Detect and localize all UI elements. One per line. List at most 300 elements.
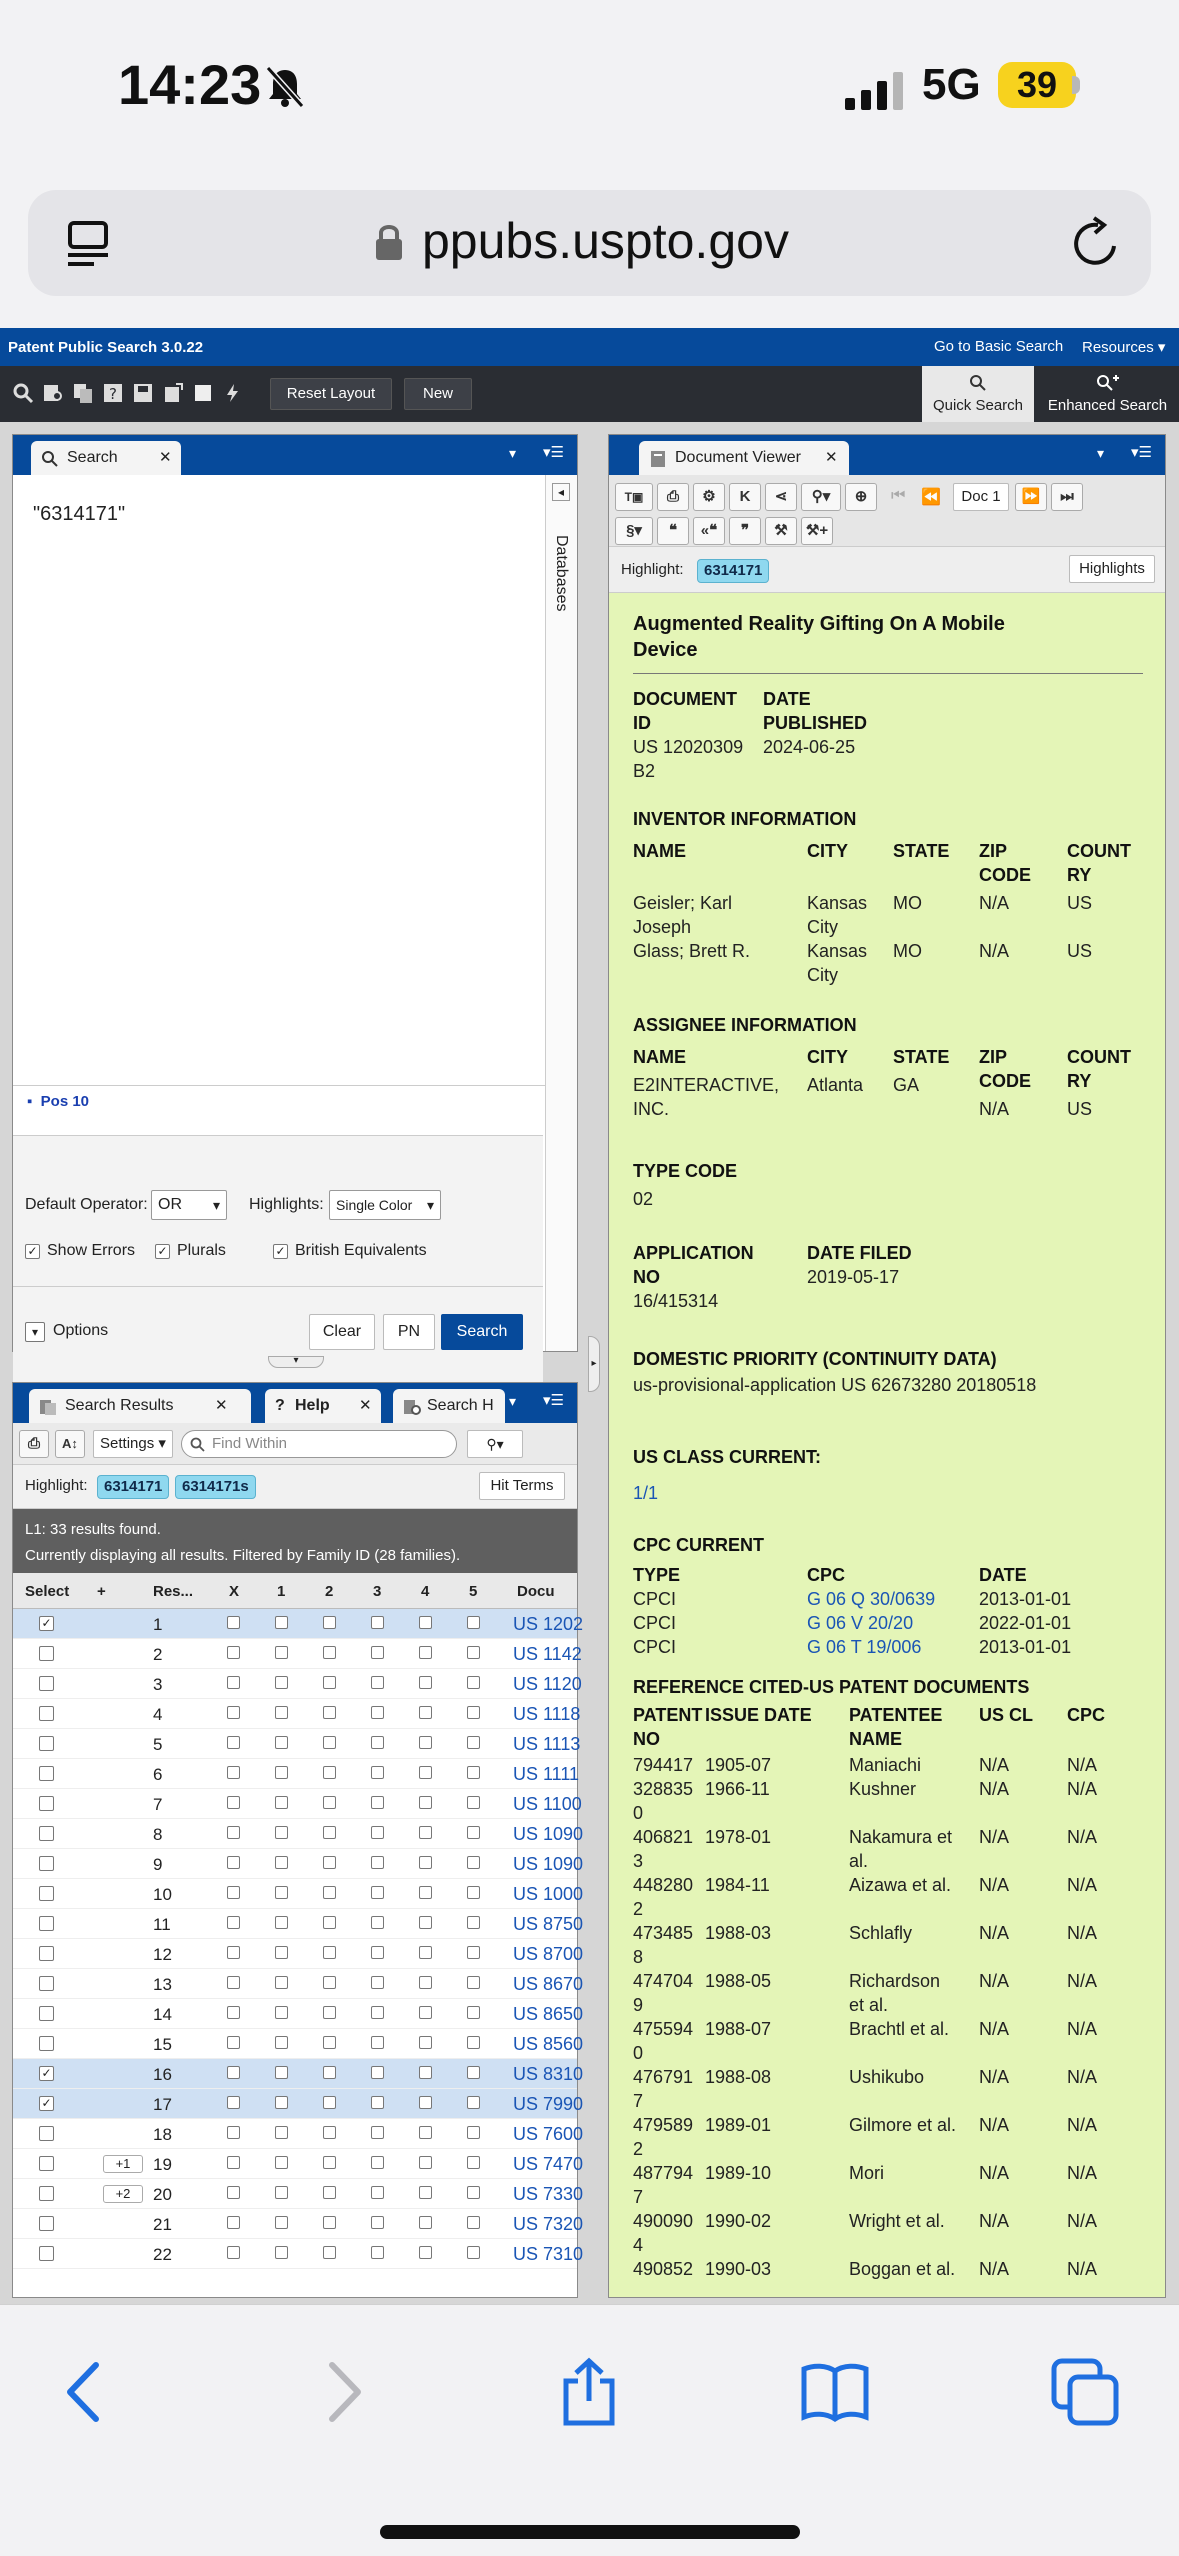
quote-open-icon[interactable]: ❝ [657, 517, 689, 545]
row-flag-checkbox[interactable] [371, 1916, 384, 1929]
row-flag-checkbox[interactable] [323, 1826, 336, 1839]
row-flag-checkbox[interactable] [467, 2096, 480, 2109]
row-select-checkbox[interactable] [39, 2036, 54, 2051]
splitter-handle[interactable]: ▾ [268, 1356, 324, 1368]
document-id-link[interactable]: US 1118 [513, 1704, 581, 1724]
row-flag-checkbox[interactable] [419, 1916, 432, 1929]
row-flag-checkbox[interactable] [227, 2096, 240, 2109]
result-number: 15 [153, 2035, 172, 2054]
row-flag-checkbox[interactable] [227, 2156, 240, 2169]
highlights-select[interactable] [329, 1190, 441, 1220]
row-flag-checkbox[interactable] [323, 1766, 336, 1779]
chevron-down-icon[interactable]: ▾ [509, 1393, 517, 1409]
resources-menu[interactable]: Resources ▾ [1082, 339, 1166, 356]
table-row[interactable] [13, 1789, 582, 1819]
row-select-checkbox[interactable] [39, 2006, 54, 2021]
col-4[interactable]: 4 [421, 1583, 430, 1600]
document-id-link[interactable]: US 8650 [513, 2004, 584, 2024]
row-flag-checkbox[interactable] [467, 2156, 480, 2169]
row-flag-checkbox[interactable] [323, 1616, 336, 1629]
row-flag-checkbox[interactable] [275, 1916, 288, 1929]
col-5[interactable]: 5 [469, 1583, 478, 1600]
row-flag-checkbox[interactable] [275, 2246, 288, 2259]
table-row[interactable] [13, 2239, 584, 2269]
row-flag-checkbox[interactable] [371, 2186, 384, 2199]
row-flag-checkbox[interactable] [227, 1916, 240, 1929]
row-select-checkbox[interactable]: ✓ [39, 1616, 54, 1631]
table-row[interactable] [13, 1939, 584, 1969]
splitter-handle[interactable]: ▸ [588, 1336, 600, 1392]
row-flag-checkbox[interactable] [275, 1646, 288, 1659]
row-flag-checkbox[interactable] [323, 2246, 336, 2259]
row-flag-checkbox[interactable] [371, 1826, 384, 1839]
document-id-link[interactable]: US 7990 [513, 2094, 584, 2114]
kwic-icon[interactable]: K [729, 483, 761, 511]
row-flag-checkbox[interactable] [275, 1676, 288, 1689]
table-row[interactable] [13, 1669, 582, 1699]
table-row[interactable] [13, 2029, 584, 2059]
result-number: 21 [153, 2215, 172, 2234]
row-flag-checkbox[interactable] [227, 2006, 240, 2019]
document-id-link[interactable]: US 7600 [513, 2124, 584, 2144]
find-within-input[interactable] [181, 1430, 457, 1458]
font-size-icon[interactable]: A↕ [55, 1430, 85, 1458]
document-id-link[interactable]: US 7320 [513, 2214, 584, 2234]
document-id-link[interactable]: US 1000 [513, 1884, 584, 1904]
row-flag-checkbox[interactable] [419, 2006, 432, 2019]
options-label[interactable]: Options [53, 1322, 109, 1339]
pn-button[interactable]: PN [383, 1314, 435, 1350]
row-flag-checkbox[interactable] [227, 2036, 240, 2049]
options-toggle-icon[interactable]: ▾ [25, 1322, 45, 1342]
close-icon[interactable]: ✕ [215, 1397, 228, 1414]
row-flag-checkbox[interactable] [323, 2036, 336, 2049]
databases-sidebar[interactable] [545, 475, 577, 1351]
row-flag-checkbox[interactable] [227, 1706, 240, 1719]
print-icon[interactable]: ⎙ [657, 483, 689, 511]
table-row[interactable] [13, 1999, 584, 2029]
row-flag-checkbox[interactable] [323, 2096, 336, 2109]
row-flag-checkbox[interactable] [275, 1616, 288, 1629]
row-select-checkbox[interactable] [39, 2216, 54, 2231]
row-flag-checkbox[interactable] [371, 1676, 384, 1689]
row-flag-checkbox[interactable] [227, 1826, 240, 1839]
row-flag-checkbox[interactable] [419, 2216, 432, 2229]
row-flag-checkbox[interactable] [275, 1766, 288, 1779]
search-options-dropdown[interactable]: ⚲▾ [467, 1430, 523, 1458]
col-2[interactable]: 2 [325, 1583, 334, 1600]
document-id-link[interactable]: US 8310 [513, 2064, 584, 2084]
highlight-term-badge[interactable]: 6314171s [175, 1475, 256, 1499]
row-flag-checkbox[interactable] [275, 1946, 288, 1959]
row-flag-checkbox[interactable] [371, 1796, 384, 1809]
document-id-link[interactable]: US 1090 [513, 1824, 584, 1844]
row-flag-checkbox[interactable] [467, 1886, 480, 1899]
row-select-checkbox[interactable] [39, 1886, 54, 1901]
row-flag-checkbox[interactable] [275, 2216, 288, 2229]
row-flag-checkbox[interactable] [323, 2066, 336, 2079]
plurals-checkbox[interactable]: ✓ [155, 1244, 170, 1259]
table-row[interactable] [13, 1729, 581, 1759]
settings-dropdown[interactable]: Settings ▾ [93, 1430, 173, 1458]
row-select-checkbox[interactable] [39, 1796, 54, 1811]
family-expand-button[interactable]: +1 [103, 2155, 143, 2173]
col-3[interactable]: 3 [373, 1583, 382, 1600]
table-row[interactable] [13, 2209, 584, 2239]
row-flag-checkbox[interactable] [323, 1856, 336, 1869]
row-flag-checkbox[interactable] [275, 2186, 288, 2199]
row-select-checkbox[interactable] [39, 1976, 54, 1991]
row-flag-checkbox[interactable] [467, 2246, 480, 2259]
tab-help[interactable] [265, 1389, 381, 1423]
table-row[interactable] [13, 2149, 584, 2179]
us-class-link[interactable]: 1/1 [633, 1483, 659, 1503]
prev-doc-icon[interactable]: ⏪ [921, 489, 941, 506]
row-flag-checkbox[interactable] [227, 2246, 240, 2259]
clear-button[interactable]: Clear [309, 1314, 375, 1350]
row-flag-checkbox[interactable] [227, 1976, 240, 1989]
share-icon[interactable] [554, 2357, 624, 2427]
row-flag-checkbox[interactable] [467, 2006, 480, 2019]
row-flag-checkbox[interactable] [323, 1706, 336, 1719]
row-flag-checkbox[interactable] [275, 1976, 288, 1989]
row-select-checkbox[interactable] [39, 1856, 54, 1871]
table-row[interactable] [13, 1639, 582, 1669]
row-flag-checkbox[interactable] [419, 1856, 432, 1869]
hit-terms-button[interactable]: Hit Terms [479, 1472, 565, 1500]
close-icon[interactable]: ✕ [159, 449, 172, 466]
row-flag-checkbox[interactable] [323, 2216, 336, 2229]
row-flag-checkbox[interactable] [467, 1796, 480, 1809]
row-flag-checkbox[interactable] [227, 2216, 240, 2229]
row-flag-checkbox[interactable] [419, 1676, 432, 1689]
row-select-checkbox[interactable] [39, 1706, 54, 1721]
row-flag-checkbox[interactable] [467, 1736, 480, 1749]
panel-menu-icon[interactable]: ▾☰ [543, 1392, 564, 1409]
table-row[interactable] [13, 1969, 584, 1999]
row-flag-checkbox[interactable] [323, 2006, 336, 2019]
basic-search-link[interactable]: Go to Basic Search [934, 338, 1064, 355]
row-flag-checkbox[interactable] [467, 2216, 480, 2229]
row-flag-checkbox[interactable] [371, 1886, 384, 1899]
row-flag-checkbox[interactable] [323, 2156, 336, 2169]
table-row[interactable] [13, 2089, 584, 2119]
assignee-name [633, 1073, 779, 1121]
row-flag-checkbox[interactable] [227, 2066, 240, 2079]
row-select-checkbox[interactable] [39, 1766, 54, 1781]
row-flag-checkbox[interactable] [467, 1676, 480, 1689]
tools-add-icon[interactable]: ⚒+ [801, 517, 833, 545]
row-flag-checkbox[interactable] [371, 1706, 384, 1719]
row-flag-checkbox[interactable] [419, 1616, 432, 1629]
row-flag-checkbox[interactable] [419, 1976, 432, 1989]
new-button[interactable]: New [404, 378, 472, 410]
doc-number[interactable]: Doc 1 [953, 483, 1009, 511]
text-image-icon[interactable]: T▣ [615, 483, 653, 511]
row-flag-checkbox[interactable] [275, 1856, 288, 1869]
row-flag-checkbox[interactable] [371, 2066, 384, 2079]
search-query-text[interactable]: "6314171" [33, 503, 126, 525]
table-row[interactable] [13, 2059, 584, 2089]
bookmarks-icon[interactable] [800, 2357, 870, 2427]
row-flag-checkbox[interactable] [371, 2096, 384, 2109]
close-icon[interactable]: ✕ [359, 1397, 372, 1414]
row-flag-checkbox[interactable] [275, 2066, 288, 2079]
document-id-link[interactable]: US 1142 [513, 1644, 582, 1664]
row-flag-checkbox[interactable] [371, 1976, 384, 1989]
row-flag-checkbox[interactable] [467, 2036, 480, 2049]
row-select-checkbox[interactable] [39, 2126, 54, 2141]
section-icon[interactable]: §▾ [615, 517, 653, 545]
document-id-link[interactable]: US 1090 [513, 1854, 584, 1874]
row-select-checkbox[interactable] [39, 1826, 54, 1841]
row-flag-checkbox[interactable] [467, 1916, 480, 1929]
row-select-checkbox[interactable] [39, 1736, 54, 1751]
row-flag-checkbox[interactable] [275, 1706, 288, 1719]
pos-link[interactable]: ▪ Pos 10 [27, 1093, 90, 1110]
export-icon[interactable] [162, 382, 184, 404]
row-flag-checkbox[interactable] [275, 1796, 288, 1809]
table-row[interactable] [13, 1819, 584, 1849]
panel-menu-icon[interactable]: ▾☰ [543, 444, 564, 461]
row-flag-checkbox[interactable] [371, 2006, 384, 2019]
row-flag-checkbox[interactable] [419, 2186, 432, 2199]
quote-close-icon[interactable]: ❞ [729, 517, 761, 545]
page-menu-icon[interactable] [64, 218, 114, 268]
document-id-link[interactable]: US 7330 [513, 2184, 584, 2204]
row-flag-checkbox[interactable] [419, 1736, 432, 1749]
row-select-checkbox[interactable] [39, 1646, 54, 1661]
tab-search-results[interactable] [29, 1389, 251, 1423]
row-select-checkbox[interactable] [39, 1676, 54, 1691]
row-select-checkbox[interactable] [39, 1916, 54, 1931]
row-flag-checkbox[interactable] [371, 1856, 384, 1869]
row-flag-checkbox[interactable] [467, 1976, 480, 1989]
row-flag-checkbox[interactable] [227, 1736, 240, 1749]
row-flag-checkbox[interactable] [227, 1946, 240, 1959]
chevron-down-icon[interactable]: ▾ [509, 445, 517, 461]
row-flag-checkbox[interactable] [419, 2156, 432, 2169]
document-id-link[interactable]: US 8750 [513, 1914, 584, 1934]
row-flag-checkbox[interactable] [275, 2006, 288, 2019]
document-id-link[interactable]: US 1113 [513, 1734, 581, 1754]
row-select-checkbox[interactable]: ✓ [39, 2066, 54, 2081]
cpc-link[interactable]: G 06 Q 30/0639 [807, 1589, 936, 1609]
row-flag-checkbox[interactable] [467, 2126, 480, 2139]
forward-icon[interactable] [306, 2357, 376, 2427]
save-icon[interactable] [132, 382, 154, 404]
first-doc-icon[interactable]: ⏮ [891, 487, 906, 504]
row-flag-checkbox[interactable] [419, 2036, 432, 2049]
row-flag-checkbox[interactable] [227, 1886, 240, 1899]
panel-menu-icon[interactable]: ▾☰ [1131, 444, 1152, 461]
chevron-down-icon[interactable]: ▾ [1097, 445, 1105, 461]
table-row[interactable] [13, 1609, 584, 1639]
tabs-icon[interactable] [1050, 2357, 1120, 2427]
row-flag-checkbox[interactable] [419, 2246, 432, 2259]
flash-icon[interactable] [222, 382, 244, 404]
collapse-icon[interactable]: ◂ [552, 483, 570, 501]
col-x[interactable]: X [229, 1583, 240, 1600]
row-flag-checkbox[interactable] [371, 1616, 384, 1629]
print-icon[interactable]: ⎙ [19, 1430, 49, 1458]
search-button[interactable]: Search [441, 1314, 523, 1350]
url-text[interactable]: ppubs.uspto.gov [422, 213, 789, 269]
search-tool-icon[interactable] [12, 382, 34, 404]
row-flag-checkbox[interactable] [371, 1946, 384, 1959]
document-id-link[interactable]: US 1111 [513, 1764, 580, 1784]
show-errors-checkbox[interactable]: ✓ [25, 1244, 40, 1259]
row-flag-checkbox[interactable] [371, 1736, 384, 1749]
row-flag-checkbox[interactable] [323, 1886, 336, 1899]
row-flag-checkbox[interactable] [323, 1736, 336, 1749]
table-row[interactable] [13, 1699, 581, 1729]
col-1[interactable]: 1 [277, 1583, 286, 1600]
row-flag-checkbox[interactable] [371, 2036, 384, 2049]
tab-search-history[interactable] [393, 1389, 505, 1423]
quick-search-tab[interactable] [922, 366, 1034, 422]
gear-icon[interactable]: ⚙ [693, 483, 725, 511]
row-flag-checkbox[interactable] [467, 1856, 480, 1869]
row-flag-checkbox[interactable] [323, 2186, 336, 2199]
highlight-term-badge[interactable]: 6314171 [97, 1475, 169, 1499]
col-result[interactable]: Res... [153, 1583, 194, 1600]
row-flag-checkbox[interactable] [227, 1676, 240, 1689]
row-flag-checkbox[interactable] [323, 1916, 336, 1929]
v-line: 0 [633, 2043, 644, 2063]
family-expand-button[interactable]: +2 [103, 2185, 143, 2203]
row-flag-checkbox[interactable] [419, 2066, 432, 2079]
row-flag-checkbox[interactable] [275, 1826, 288, 1839]
document-id-link[interactable]: US 8700 [513, 1944, 584, 1964]
back-icon[interactable] [52, 2357, 122, 2427]
row-flag-checkbox[interactable] [227, 1616, 240, 1629]
row-flag-checkbox[interactable] [419, 2126, 432, 2139]
document-id-link[interactable]: US 8670 [513, 1974, 584, 1994]
tab-document-viewer[interactable] [639, 441, 849, 475]
row-flag-checkbox[interactable] [467, 1616, 480, 1629]
row-flag-checkbox[interactable] [275, 1736, 288, 1749]
row-flag-checkbox[interactable] [323, 1676, 336, 1689]
share-icon[interactable]: ⋖ [765, 483, 797, 511]
row-flag-checkbox[interactable] [419, 1796, 432, 1809]
tools-icon[interactable]: ⚒ [765, 517, 797, 545]
document-id-link[interactable]: US 1202 [513, 1614, 584, 1634]
document-id-link[interactable]: US 7470 [513, 2154, 584, 2174]
row-flag-checkbox[interactable] [323, 1946, 336, 1959]
tab-search[interactable] [31, 441, 181, 475]
search-list-icon[interactable] [42, 382, 64, 404]
row-flag-checkbox[interactable] [467, 1826, 480, 1839]
row-select-checkbox[interactable]: ✓ [39, 2096, 54, 2111]
enhanced-search-tab[interactable] [1036, 366, 1179, 422]
document-id-link[interactable]: US 8560 [513, 2034, 584, 2054]
row-flag-checkbox[interactable] [227, 1646, 240, 1659]
cpc-link[interactable]: G 06 V 20/20 [807, 1613, 914, 1633]
last-doc-icon[interactable]: ⏭ [1051, 483, 1083, 511]
row-flag-checkbox[interactable] [323, 1976, 336, 1989]
row-flag-checkbox[interactable] [227, 1796, 240, 1809]
next-doc-icon[interactable]: ⏩ [1015, 483, 1047, 511]
table-row[interactable] [13, 2119, 584, 2149]
help-icon[interactable] [102, 382, 124, 404]
col-document[interactable]: Docu [517, 1583, 555, 1600]
row-flag-checkbox[interactable] [419, 1826, 432, 1839]
highlights-button[interactable]: Highlights [1069, 555, 1155, 583]
reload-icon[interactable] [1068, 216, 1122, 270]
row-flag-checkbox[interactable] [371, 1646, 384, 1659]
quote-prev-icon[interactable]: «❝ [693, 517, 725, 545]
row-flag-checkbox[interactable] [419, 1946, 432, 1959]
row-flag-checkbox[interactable] [371, 2216, 384, 2229]
row-flag-checkbox[interactable] [275, 2156, 288, 2169]
british-equivalents-checkbox[interactable]: ✓ [273, 1244, 288, 1259]
row-flag-checkbox[interactable] [227, 2186, 240, 2199]
row-flag-checkbox[interactable] [371, 2126, 384, 2139]
row-flag-checkbox[interactable] [227, 1856, 240, 1869]
highlight-term-badge[interactable]: 6314171 [697, 559, 769, 583]
note-icon[interactable] [192, 382, 214, 404]
table-row[interactable] [13, 1849, 584, 1879]
table-row[interactable] [13, 1909, 584, 1939]
document-id-link[interactable]: US 7310 [513, 2244, 584, 2264]
row-flag-checkbox[interactable] [371, 2246, 384, 2259]
row-flag-checkbox[interactable] [419, 2096, 432, 2109]
table-row[interactable] [13, 2179, 584, 2209]
close-icon[interactable]: ✕ [825, 449, 838, 466]
table-row[interactable] [13, 1759, 580, 1789]
row-flag-checkbox[interactable] [323, 2126, 336, 2139]
reset-layout-button[interactable]: Reset Layout [270, 378, 392, 410]
row-flag-checkbox[interactable] [467, 1946, 480, 1959]
default-operator-select[interactable] [151, 1190, 227, 1220]
row-flag-checkbox[interactable] [275, 2126, 288, 2139]
row-flag-checkbox[interactable] [323, 1796, 336, 1809]
zoom-in-icon[interactable]: ⊕ [845, 483, 877, 511]
row-flag-checkbox[interactable] [275, 2036, 288, 2049]
row-flag-checkbox[interactable] [275, 1886, 288, 1899]
row-flag-checkbox[interactable] [419, 1706, 432, 1719]
row-flag-checkbox[interactable] [275, 2096, 288, 2109]
row-flag-checkbox[interactable] [467, 1706, 480, 1719]
row-flag-checkbox[interactable] [419, 1646, 432, 1659]
browser-url-bar[interactable] [28, 190, 1151, 296]
search-dropdown-icon[interactable]: ⚲▾ [801, 483, 841, 511]
row-select-checkbox[interactable] [39, 2186, 54, 2201]
col-select[interactable]: Select [25, 1583, 70, 1600]
document-id-link[interactable]: US 1100 [513, 1794, 582, 1814]
row-flag-checkbox[interactable] [419, 1886, 432, 1899]
row-flag-checkbox[interactable] [371, 1766, 384, 1779]
row-flag-checkbox[interactable] [467, 2186, 480, 2199]
copy-icon[interactable] [72, 382, 94, 404]
document-id-link[interactable]: US 1120 [513, 1674, 582, 1694]
row-flag-checkbox[interactable] [467, 1766, 480, 1779]
row-select-checkbox[interactable] [39, 2156, 54, 2171]
row-flag-checkbox[interactable] [323, 1646, 336, 1659]
row-select-checkbox[interactable] [39, 1946, 54, 1961]
row-flag-checkbox[interactable] [371, 2156, 384, 2169]
cpc-link[interactable]: G 06 T 19/006 [807, 1637, 922, 1657]
row-flag-checkbox[interactable] [419, 1766, 432, 1779]
table-row[interactable] [13, 1879, 584, 1909]
col-plus[interactable]: + [97, 1583, 106, 1600]
row-select-checkbox[interactable] [39, 2246, 54, 2261]
row-flag-checkbox[interactable] [227, 1766, 240, 1779]
row-flag-checkbox[interactable] [227, 2126, 240, 2139]
row-flag-checkbox[interactable] [467, 2066, 480, 2079]
row-flag-checkbox[interactable] [467, 1646, 480, 1659]
